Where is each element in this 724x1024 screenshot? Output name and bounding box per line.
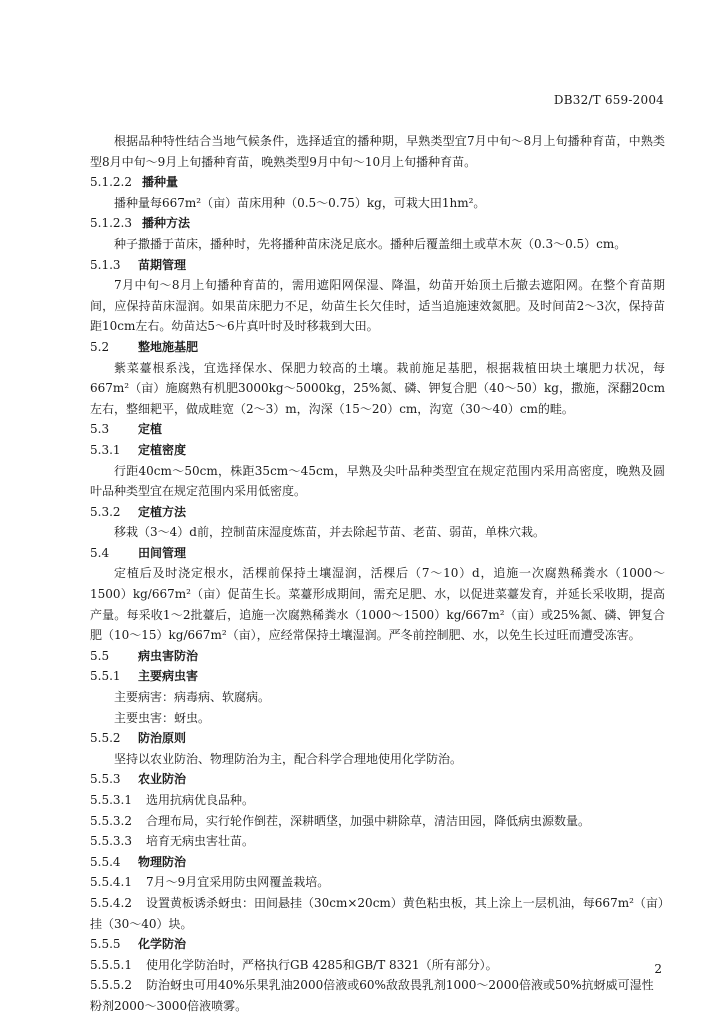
section-number: 5.5.1 (90, 669, 121, 684)
section-heading (90, 419, 665, 440)
item-number: 5.5.3.2 (90, 813, 132, 828)
item-text: 培育无病虫害壮苗。 (146, 834, 255, 849)
paragraph: 定植后及时浇定根水，活棵前保持土壤湿润，活棵后（7～10）d，追施一次腐熟稀粪水（1000～1500）kg/667m²（亩）促苗生长。菜薹形成期间，需充足肥、水，以促进菜薹发育，并延长采收期，提高产量。每采收1～2批薹后，追施一次腐熟稀粪水（1000～1500）kg/667m²（亩）或25%氮、磷、钾复合肥（10～15）kg/667m²（亩），应经常保持土壤湿润。严冬前控制肥、水，以免生长过旺而遭受冻害。 (90, 566, 665, 643)
numbered-item (90, 831, 665, 852)
section-number: 5.5.2 (90, 731, 121, 746)
section-heading (90, 852, 665, 873)
numbered-item (90, 955, 665, 976)
section-heading (90, 666, 665, 687)
list-line: 主要病害：病毒病、软腐病。 (114, 690, 271, 705)
section-title: 田间管理 (138, 545, 187, 560)
section-heading (90, 213, 665, 234)
item-number: 5.5.4.1 (90, 875, 132, 890)
paragraph: 移栽（3～4）d前，控制苗床湿度炼苗，并去除起节苗、老苗、弱苗，单株穴栽。 (114, 525, 545, 540)
section-number: 5.5.3 (90, 772, 121, 787)
list-line: 主要虫害：蚜虫。 (114, 710, 211, 725)
section-number: 5.2 (90, 339, 110, 354)
item-text: 合理布局，实行轮作倒茬，深耕晒垡，加强中耕除草，清洁田园，降低病虫源数量。 (146, 813, 591, 828)
section-heading (90, 728, 665, 749)
section-heading (90, 646, 665, 667)
section-title: 播种量 (142, 175, 179, 190)
paragraph: 行距40cm～50cm，株距35cm～45cm，早熟及尖叶品种类型宜在规定范围内采用高密度，晚熟及圆叶品种类型宜在规定范围内采用低密度。 (90, 463, 665, 499)
item-number: 5.5.3.1 (90, 793, 132, 807)
numbered-item (90, 790, 665, 811)
paragraph: 播种量每667m²（亩）苗床用种（0.5～0.75）kg，可栽大田1hm²。 (114, 195, 486, 210)
item-text: 使用化学防治时，严格执行GB 4285和GB/T 8321（所有部分）。 (146, 957, 498, 972)
section-title: 整地施基肥 (138, 339, 199, 354)
page-number: 2 (654, 962, 662, 976)
section-title: 定植 (138, 422, 163, 437)
section-number: 5.5.4 (90, 854, 121, 869)
paragraph: 种子撒播于苗床，播种时，先将播种苗床浇足底水。播种后覆盖细土或草木灰（0.3～0.5）cm。 (114, 236, 627, 251)
item-text: 设置黄板诱杀蚜虫：田间悬挂（30cm×20cm）黄色粘虫板，其上涂上一层机油，每667m²（亩）挂（30～40）块。 (90, 895, 664, 931)
item-text: 7月～9月宜采用防虫网覆盖栽培。 (146, 875, 330, 890)
section-title: 播种方法 (142, 216, 191, 231)
section-title: 定植密度 (138, 442, 187, 457)
section-heading (90, 440, 665, 461)
numbered-item (90, 872, 665, 893)
section-title: 农业防治 (138, 772, 187, 787)
section-number: 5.3 (90, 422, 110, 437)
section-number: 5.3.2 (90, 504, 121, 519)
section-number: 5.1.2.3 (90, 216, 132, 231)
section-heading (90, 255, 665, 276)
section-number: 5.1.3 (90, 257, 121, 272)
numbered-item (90, 811, 665, 832)
section-title: 物理防治 (138, 854, 187, 869)
section-title: 防治原则 (138, 731, 187, 746)
section-number: 5.5 (90, 648, 110, 663)
section-number: 5.3.1 (90, 442, 121, 457)
section-title: 主要病虫害 (138, 669, 199, 684)
item-number: 5.5.5.2 (90, 978, 132, 993)
section-title: 定植方法 (138, 504, 187, 519)
item-number: 5.5.4.2 (90, 895, 132, 910)
standard-code: DB32/T 659-2004 (553, 93, 664, 107)
section-title: 病虫害防治 (138, 648, 199, 663)
section-number: 5.1.2.2 (90, 175, 132, 190)
item-text: 选用抗病优良品种。 (146, 793, 255, 807)
section-heading (90, 934, 665, 955)
paragraph: 根据品种特性结合当地气候条件，选择适宜的播种期，早熟类型宜7月中旬～8月上旬播种育苗，中熟类型8月中旬～9月上旬播种育苗，晚熟类型9月中旬～10月上旬播种育苗。 (90, 134, 665, 169)
section-heading (90, 502, 665, 523)
document-body (90, 131, 665, 1017)
item-number: 5.5.3.3 (90, 834, 132, 849)
item-text: 防治蚜虫可用40%乐果乳油2000倍液或60%敌敌畏乳剂1000～2000倍液或50%抗蚜威可湿性粉剂2000～3000倍液喷雾。 (90, 978, 654, 1013)
section-heading (90, 769, 665, 790)
item-number: 5.5.5.1 (90, 957, 132, 972)
section-heading (90, 172, 665, 193)
section-heading (90, 337, 665, 358)
paragraph: 紫菜薹根系浅，宜选择保水、保肥力较高的土壤。栽前施足基肥，根据栽植田块土壤肥力状况，每667m²（亩）施腐熟有机肥3000kg～5000kg，25%氮、磷、钾复合肥（40～50）kg，撒施，深翻20cm左右，整细耙平，做成畦宽（2～3）m，沟深（15～20）cm，沟宽（30～40）cm的畦。 (90, 360, 665, 416)
paragraph: 7月中旬～8月上旬播种育苗的，需用遮阳网保湿、降温，幼苗开始顶土后撤去遮阳网。在整个育苗期间，应保持苗床湿润。如果苗床肥力不足，幼苗生长欠佳时，适当追施速效氮肥。及时间苗2～3次，保持苗距10cm左右。幼苗达5～6片真叶时及时移栽到大田。 (90, 278, 665, 334)
section-number: 5.4 (90, 545, 110, 560)
paragraph: 坚持以农业防治、物理防治为主，配合科学合理地使用化学防治。 (114, 751, 463, 766)
numbered-item (90, 893, 665, 934)
section-heading (90, 543, 665, 564)
section-title: 化学防治 (138, 937, 187, 952)
numbered-item (90, 975, 665, 1016)
section-title: 苗期管理 (138, 257, 187, 272)
section-number: 5.5.5 (90, 937, 121, 952)
